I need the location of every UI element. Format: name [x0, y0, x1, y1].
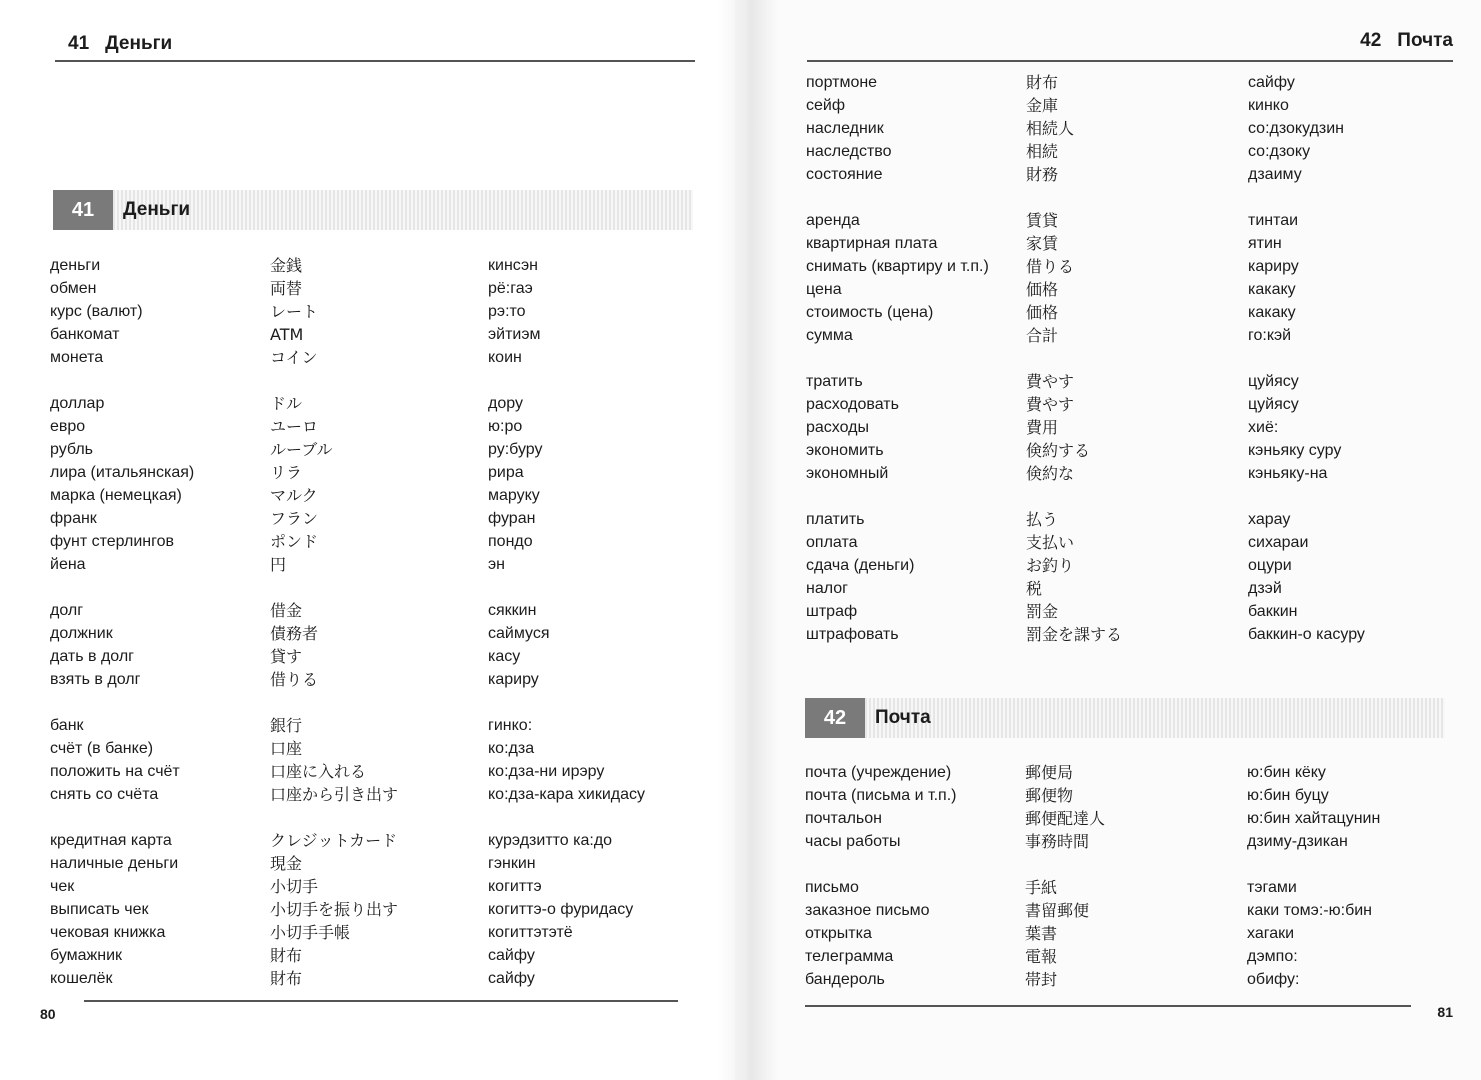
vocabulary-list — [50, 254, 688, 1013]
russian-word: оплата — [806, 534, 858, 551]
russian-word: сейф — [806, 97, 845, 114]
vocab-group — [806, 370, 1448, 485]
vocab-entry — [806, 416, 1448, 439]
russian-word: должник — [50, 625, 113, 642]
transcription: рира — [488, 464, 524, 481]
transcription: сихараи — [1248, 534, 1309, 551]
japanese-word: 費用 — [1026, 418, 1059, 437]
vocab-entry — [50, 553, 688, 576]
japanese-word: ルーブル — [270, 440, 333, 459]
transcription: дэмпо: — [1247, 948, 1298, 965]
japanese-word: 現金 — [270, 854, 303, 873]
vocab-entry — [806, 117, 1448, 140]
russian-word: расходы — [806, 419, 869, 436]
vocab-entry — [50, 392, 688, 415]
japanese-word: フラン — [270, 509, 319, 528]
japanese-word: 財布 — [1026, 73, 1059, 92]
vocab-entry — [50, 484, 688, 507]
japanese-word: マルク — [270, 486, 318, 505]
russian-word: экономный — [806, 465, 889, 482]
russian-word: наследство — [806, 143, 892, 160]
transcription: когиттэтэтё — [488, 924, 573, 941]
transcription: кэньяку суру — [1248, 442, 1342, 459]
vocab-entry — [806, 140, 1448, 163]
russian-word: взять в долг — [50, 671, 141, 688]
transcription: кинко — [1248, 97, 1289, 114]
japanese-word: ポンド — [270, 532, 319, 551]
vocab-entry — [50, 323, 688, 346]
vocab-entry — [806, 209, 1448, 232]
transcription: харау — [1248, 511, 1291, 528]
vocab-entry — [50, 415, 688, 438]
japanese-word: 価格 — [1026, 280, 1059, 299]
japanese-word: 口座 — [270, 739, 303, 758]
russian-word: выписать чек — [50, 901, 149, 918]
vocab-group — [805, 876, 1447, 991]
vocab-entry — [50, 898, 688, 921]
russian-word: экономить — [806, 442, 884, 459]
japanese-word: 費やす — [1026, 372, 1075, 391]
japanese-word: 口座から引き出す — [270, 785, 399, 804]
russian-word: чек — [50, 878, 75, 895]
japanese-word: ドル — [270, 394, 303, 413]
transcription: хагаки — [1247, 925, 1295, 942]
russian-word: цена — [806, 281, 842, 298]
transcription: ю:бин хайтацунин — [1247, 810, 1381, 827]
vocab-entry — [806, 508, 1448, 531]
japanese-word: 電報 — [1025, 947, 1058, 966]
transcription: каки томэ:-ю:бин — [1247, 902, 1372, 919]
russian-word: снимать (квартиру и т.п.) — [806, 258, 989, 275]
russian-word: открытка — [805, 925, 872, 942]
vocab-entry — [50, 254, 688, 277]
transcription: дзэй — [1248, 580, 1282, 597]
russian-word: расходовать — [806, 396, 899, 413]
japanese-word: 借金 — [270, 601, 303, 620]
transcription: обифу: — [1247, 971, 1300, 988]
vocab-entry — [806, 554, 1448, 577]
transcription: гэнкин — [488, 855, 536, 872]
vocab-entry — [805, 922, 1447, 945]
vocab-entry — [50, 668, 688, 691]
transcription: ко:дза-кара хикидасу — [488, 786, 646, 803]
transcription: рэ:то — [488, 303, 526, 320]
vocab-group — [50, 829, 688, 990]
transcription: кэньяку-на — [1248, 465, 1328, 482]
vocab-entry — [50, 645, 688, 668]
russian-word: почтальон — [805, 810, 882, 827]
transcription: кариру — [488, 671, 539, 688]
russian-word: письмо — [805, 879, 859, 896]
russian-word: йена — [50, 556, 86, 573]
russian-word: фунт стерлингов — [50, 533, 174, 550]
header-title: Деньги — [105, 33, 173, 54]
vocab-entry — [806, 439, 1448, 462]
chapter-number-badge: 41 — [53, 190, 113, 230]
chapter-title: Почта — [875, 707, 931, 728]
vocab-entry — [806, 94, 1448, 117]
vocab-entry — [50, 714, 688, 737]
vocab-entry — [50, 599, 688, 622]
russian-word: наследник — [806, 120, 884, 137]
russian-word: бумажник — [50, 947, 123, 964]
transcription: цуйясу — [1248, 373, 1299, 390]
japanese-word: 賃貸 — [1026, 211, 1059, 230]
transcription: маруку — [488, 487, 540, 504]
japanese-word: 財務 — [1026, 165, 1059, 184]
russian-word: счёт (в банке) — [50, 740, 154, 757]
japanese-word: 相続 — [1026, 142, 1059, 161]
transcription: курэдзитто ка:до — [488, 832, 613, 849]
japanese-word: 円 — [270, 555, 287, 574]
vocab-entry — [806, 232, 1448, 255]
vocab-entry — [50, 737, 688, 760]
japanese-word: 財布 — [270, 969, 303, 988]
transcription: дору — [488, 395, 523, 412]
japanese-word: 相続人 — [1026, 119, 1075, 138]
vocabulary-list — [806, 71, 1448, 669]
japanese-word: 書留郵便 — [1025, 901, 1090, 920]
japanese-word: 小切手を振り出す — [270, 900, 399, 919]
russian-word: евро — [50, 418, 86, 435]
japanese-word: 家賃 — [1026, 234, 1059, 253]
russian-word: телеграмма — [805, 948, 894, 965]
vocab-entry — [806, 301, 1448, 324]
japanese-word: 費やす — [1026, 395, 1075, 414]
japanese-word: 郵便物 — [1025, 786, 1074, 805]
russian-word: стоимость (цена) — [806, 304, 934, 321]
vocab-entry — [805, 784, 1447, 807]
russian-word: банкомат — [50, 326, 120, 343]
japanese-word: 罰金 — [1026, 602, 1059, 621]
vocab-entry — [806, 623, 1448, 646]
transcription: рё:гаэ — [488, 280, 533, 297]
vocab-entry — [50, 783, 688, 806]
transcription: эн — [488, 556, 505, 573]
japanese-word: 口座に入れる — [270, 762, 367, 781]
running-header — [68, 33, 172, 55]
russian-word: штраф — [806, 603, 858, 620]
transcription: сайфу — [488, 947, 535, 964]
chapter-heading — [805, 698, 1445, 738]
vocab-entry — [806, 71, 1448, 94]
vocab-entry — [50, 461, 688, 484]
russian-word: обмен — [50, 280, 97, 297]
transcription: ю:бин кёку — [1247, 764, 1326, 781]
transcription: со:дзокудзин — [1248, 120, 1345, 137]
russian-word: кредитная карта — [50, 832, 172, 849]
vocab-entry — [805, 899, 1447, 922]
russian-word: квартирная плата — [806, 235, 938, 252]
japanese-word: ATM — [270, 325, 304, 344]
transcription: коин — [488, 349, 522, 366]
vocab-group — [806, 209, 1448, 347]
japanese-word: 債務者 — [270, 624, 319, 643]
russian-word: банк — [50, 717, 84, 734]
transcription: фуран — [488, 510, 536, 527]
russian-word: штрафовать — [806, 626, 899, 643]
japanese-word: お釣り — [1026, 556, 1075, 575]
transcription: ю:бин буцу — [1247, 787, 1329, 804]
russian-word: аренда — [806, 212, 860, 229]
transcription: саймуся — [488, 625, 550, 642]
japanese-word: レート — [270, 302, 319, 321]
japanese-word: 手紙 — [1025, 878, 1058, 897]
japanese-word: 価格 — [1026, 303, 1059, 322]
vocab-entry — [50, 507, 688, 530]
japanese-word: ユーロ — [270, 417, 319, 436]
russian-word: состояние — [806, 166, 883, 183]
transcription: цуйясу — [1248, 396, 1299, 413]
russian-word: бандероль — [805, 971, 885, 988]
russian-word: лира (итальянская) — [50, 464, 195, 481]
russian-word: дать в долг — [50, 648, 134, 665]
transcription: гинко: — [488, 717, 533, 734]
japanese-word: 小切手 — [270, 877, 319, 896]
japanese-word: リラ — [270, 463, 303, 482]
transcription: кариру — [1248, 258, 1299, 275]
running-header — [1360, 30, 1453, 52]
russian-word: заказное письмо — [805, 902, 930, 919]
vocab-entry — [50, 852, 688, 875]
transcription: сайфу — [1248, 74, 1295, 91]
russian-word: кошелёк — [50, 970, 113, 987]
vocab-entry — [806, 462, 1448, 485]
transcription: какаку — [1248, 304, 1296, 321]
japanese-word: 倹約な — [1026, 464, 1075, 483]
japanese-word: 帯封 — [1025, 970, 1058, 989]
transcription: го:кэй — [1248, 327, 1292, 344]
japanese-word: 罰金を課する — [1026, 625, 1123, 644]
russian-word: сдача (деньги) — [806, 557, 915, 574]
japanese-word: 小切手手帳 — [270, 923, 351, 942]
vocab-entry — [50, 300, 688, 323]
page-number: 81 — [1437, 1004, 1453, 1020]
vocab-entry — [50, 277, 688, 300]
japanese-word: 払う — [1026, 510, 1059, 529]
japanese-word: コイン — [270, 348, 318, 367]
transcription: пондо — [488, 533, 533, 550]
russian-word: почта (письма и т.п.) — [805, 787, 957, 804]
vocab-entry — [50, 760, 688, 783]
transcription: тэгами — [1247, 879, 1297, 896]
vocab-entry — [50, 346, 688, 369]
japanese-word: 合計 — [1026, 326, 1059, 345]
transcription: тинтаи — [1248, 212, 1299, 229]
transcription: хиё: — [1248, 419, 1279, 436]
russian-word: тратить — [806, 373, 863, 390]
header-rule — [807, 60, 1453, 62]
russian-word: снять со счёта — [50, 786, 159, 803]
vocab-entry — [806, 577, 1448, 600]
japanese-word: 借りる — [1026, 257, 1075, 276]
japanese-word: クレジットカード — [270, 831, 398, 850]
vocab-entry — [806, 370, 1448, 393]
vocab-group — [806, 71, 1448, 186]
japanese-word: 倹約する — [1026, 441, 1091, 460]
russian-word: чековая книжка — [50, 924, 166, 941]
russian-word: долг — [50, 602, 84, 619]
russian-word: марка (немецкая) — [50, 487, 182, 504]
russian-word: почта (учреждение) — [805, 764, 952, 781]
page-number: 80 — [40, 1006, 56, 1022]
transcription: ю:ро — [488, 418, 523, 435]
russian-word: курс (валют) — [50, 303, 143, 320]
japanese-word: 財布 — [270, 946, 303, 965]
transcription: эйтиэм — [488, 326, 541, 343]
russian-word: портмоне — [806, 74, 878, 91]
vocab-entry — [806, 324, 1448, 347]
vocab-group — [50, 254, 688, 369]
vocab-entry — [806, 255, 1448, 278]
transcription: ру:буру — [488, 441, 543, 458]
russian-word: доллар — [50, 395, 105, 412]
transcription: когиттэ-о фуридасу — [488, 901, 634, 918]
japanese-word: 貸す — [270, 647, 303, 666]
vocab-entry — [50, 921, 688, 944]
transcription: дзиму-дзикан — [1247, 833, 1348, 850]
transcription: какаку — [1248, 281, 1296, 298]
japanese-word: 両替 — [270, 279, 303, 298]
japanese-word: 借りる — [270, 670, 319, 689]
vocab-entry — [805, 945, 1447, 968]
vocab-entry — [50, 438, 688, 461]
vocab-group — [806, 508, 1448, 646]
japanese-word: 郵便局 — [1025, 763, 1074, 782]
vocab-entry — [50, 944, 688, 967]
japanese-word: 葉書 — [1025, 924, 1058, 943]
vocab-entry — [805, 830, 1447, 853]
vocab-entry — [805, 761, 1447, 784]
footer-rule — [84, 1000, 678, 1002]
russian-word: положить на счёт — [50, 763, 180, 780]
vocab-entry — [50, 622, 688, 645]
vocab-entry — [50, 530, 688, 553]
transcription: оцури — [1248, 557, 1292, 574]
vocab-entry — [805, 807, 1447, 830]
chapter-heading — [53, 190, 693, 230]
russian-word: сумма — [806, 327, 853, 344]
vocab-group — [50, 392, 688, 576]
transcription: дзаиму — [1248, 166, 1302, 183]
vocab-entry — [806, 531, 1448, 554]
transcription: баккин — [1248, 603, 1298, 620]
japanese-word: 郵便配達人 — [1025, 809, 1106, 828]
japanese-word: 支払い — [1026, 533, 1075, 552]
transcription: кинсэн — [488, 257, 538, 274]
japanese-word: 税 — [1026, 579, 1043, 598]
japanese-word: 金銭 — [270, 256, 303, 275]
transcription: сяккин — [488, 602, 537, 619]
left-page — [0, 0, 735, 1080]
russian-word: налог — [806, 580, 848, 597]
transcription: когиттэ — [488, 878, 542, 895]
header-title: Почта — [1397, 30, 1453, 51]
japanese-word: 事務時間 — [1025, 832, 1090, 851]
vocab-entry — [50, 875, 688, 898]
russian-word: наличные деньги — [50, 855, 179, 872]
russian-word: монета — [50, 349, 104, 366]
russian-word: часы работы — [805, 833, 901, 850]
transcription: касу — [488, 648, 521, 665]
transcription: ятин — [1248, 235, 1282, 252]
russian-word: деньги — [50, 257, 101, 274]
chapter-number-badge: 42 — [805, 698, 865, 738]
vocab-group — [805, 761, 1447, 853]
transcription: сайфу — [488, 970, 535, 987]
transcription: баккин-о касуру — [1248, 626, 1365, 643]
footer-rule — [805, 1005, 1411, 1007]
vocab-entry — [805, 876, 1447, 899]
vocab-group — [50, 599, 688, 691]
vocab-entry — [806, 278, 1448, 301]
right-page — [735, 0, 1481, 1080]
transcription: ко:дза — [488, 740, 535, 757]
vocab-entry — [806, 393, 1448, 416]
header-number: 42 — [1360, 30, 1382, 51]
japanese-word: 金庫 — [1026, 96, 1059, 115]
vocabulary-list — [805, 761, 1447, 1014]
vocab-entry — [805, 968, 1447, 991]
russian-word: рубль — [50, 441, 94, 458]
header-number: 41 — [68, 33, 90, 54]
russian-word: франк — [50, 510, 97, 527]
header-rule — [55, 60, 695, 62]
russian-word: платить — [806, 511, 865, 528]
vocab-entry — [806, 163, 1448, 186]
transcription: со:дзоку — [1248, 143, 1311, 160]
transcription: ко:дза-ни ирэру — [488, 763, 605, 780]
vocab-entry — [806, 600, 1448, 623]
chapter-title: Деньги — [123, 199, 191, 220]
vocab-group — [50, 714, 688, 806]
japanese-word: 銀行 — [270, 716, 303, 735]
vocab-entry — [50, 967, 688, 990]
vocab-entry — [50, 829, 688, 852]
